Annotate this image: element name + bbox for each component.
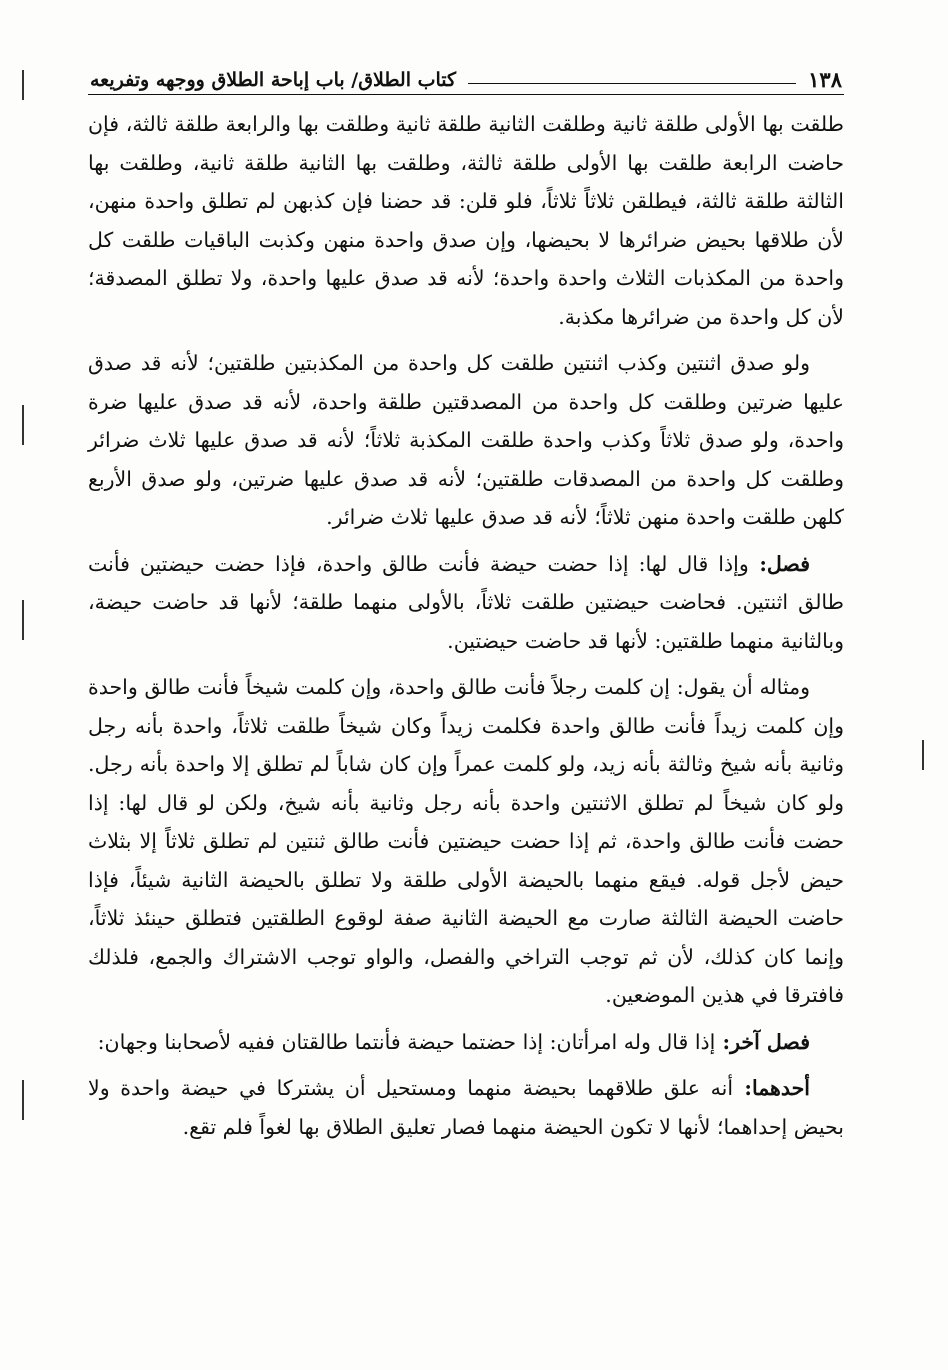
paragraph-text: إذا قال وله امرأتان: إذا حضتما حيضة فأنتما طالقتان ففيه لأصحابنا وجهان: bbox=[97, 1029, 716, 1054]
section-heading: فصل: bbox=[748, 551, 810, 576]
paragraph-continuation bbox=[88, 105, 844, 336]
paragraph-example bbox=[88, 668, 844, 1015]
margin-mark bbox=[22, 70, 24, 100]
margin-mark bbox=[22, 1080, 24, 1120]
paragraph-text: وإذا قال لها: إذا حضت حيضة فأنت طالق واحدة، فإذا حضت حيضتين فأنت طالق اثنتين. فحاضت حيضتين طلقت ثلاثاً، بالأولى منهما طلقة؛ لأنها قد حاضت حيضة، وبالثانية منهما طلقتين: لأنها قد حاضت حيضتين. bbox=[88, 551, 844, 653]
paragraph-text: أنه علق طلاقهما بحيضة منهما ومستحيل أن يشتركا في حيضة واحدة ولا بحيض إحداهما؛ لأنها لا تكون الحيضة منهما فصار تعليق الطلاق بها لغواً فلم تقع. bbox=[88, 1076, 844, 1139]
section-fasl bbox=[88, 545, 844, 661]
paragraph-text: طلقت بها الأولى طلقة ثانية وطلقت الثانية طلقة ثانية وطلقت بها والرابعة طلقة ثالثة، فإن حاضت الرابعة طلقت بها الأولى طلقة ثالثة، وطلقت بها الثانية طلقة ثانية، وطلقت بها الثالثة طلقة ثالثة، فيطلقن ثلاثاً ثلاثاً، فلو قلن: قد حضنا فإن كذبهن لم تطلق واحدة منهن، لأن طلاقها بحيض ضرائرها لا بحيضها، وإن صدق واحدة منهن وكذبت الباقيات طلقت كل واحدة من المكذبات الثلاث واحدة واحدة؛ لأنه قد صدق عليها واحدة، ولا تطلق المصدقة؛ لأن كل واحدة من ضرائرها مكذبة. bbox=[88, 112, 844, 329]
paragraph-text: ومثاله أن يقول: إن كلمت رجلاً فأنت طالق واحدة، وإن كلمت شيخاً فأنت طالق واحدة وإن كلمت زيداً فأنت طالق واحدة فكلمت زيداً وكان شيخاً طلقت ثلاثاً، واحدة بأنه رجل وثانية بأنه شيخ وثالثة بأنه زيد، ولو كلمت عمراً وإن كان شاباً لم تطلق إلا واحدة بأنه رجل. ولو كان شيخاً لم تطلق الاثنتين واحدة بأنه رجل وثانية بأنه شيخ، ولكن لو قال لها: إذا حضت فأنت طالق واحدة، ثم إذا حضت حيضتين فأنت طالق ثنتين لم تطلق ثلاثاً إلا بثلاث حيض لأجل قوله. فيقع منهما بالحيضة الأولى طلقة ولا تطلق بالحيضة الثانية شيئاً، فإذا حاضت الحيضة الثالثة صارت مع الحيضة الثانية صفة لوقوع الطلقتين فتطلق حينئذ ثلاثاً، وإنما كان كذلك، لأن ثم توجب التراخي والفصل، والواو توجب الاشتراك والجمع، فلذلك فافترقا في هذين الموضعين. bbox=[88, 675, 844, 1007]
paragraph-first-view bbox=[88, 1069, 844, 1146]
running-title: كتاب الطلاق/ باب إباحة الطلاق ووجهه وتفريعه bbox=[90, 69, 457, 92]
running-header bbox=[88, 58, 844, 95]
page-number: ١٣٨ bbox=[808, 66, 842, 92]
margin-mark bbox=[22, 405, 24, 445]
section-fasl-akhar bbox=[88, 1023, 844, 1062]
paragraph-text: ولو صدق اثنتين وكذب اثنتين طلقت كل واحدة من المكذبتين طلقتين؛ لأنه قد صدق عليها ضرتين وطلقت كل واحدة من المصدقتين طلقة واحدة، لأنه قد صدق عليها ضرة واحدة، ولو صدق ثلاثاً وكذب واحدة طلقت المكذبة ثلاثاً؛ لأنه قد صدق عليها ثلاث ضرائر وطلقت كل واحدة من المصدقات طلقتين؛ لأنه قد صدق عليها ضرتين، ولو صدق الأربع كلهن طلقت واحدة منهن ثلاثاً؛ لأنه قد صدق عليها ثلاث ضرائر. bbox=[88, 351, 844, 529]
section-heading: أحدهما: bbox=[733, 1076, 810, 1100]
paragraph-two-confirmed bbox=[88, 344, 844, 537]
page-body bbox=[88, 105, 844, 1146]
margin-mark bbox=[22, 600, 24, 640]
header-rule bbox=[468, 83, 796, 84]
section-heading: فصل آخر: bbox=[715, 1029, 810, 1054]
book-page bbox=[88, 58, 844, 1154]
margin-mark bbox=[922, 740, 924, 770]
